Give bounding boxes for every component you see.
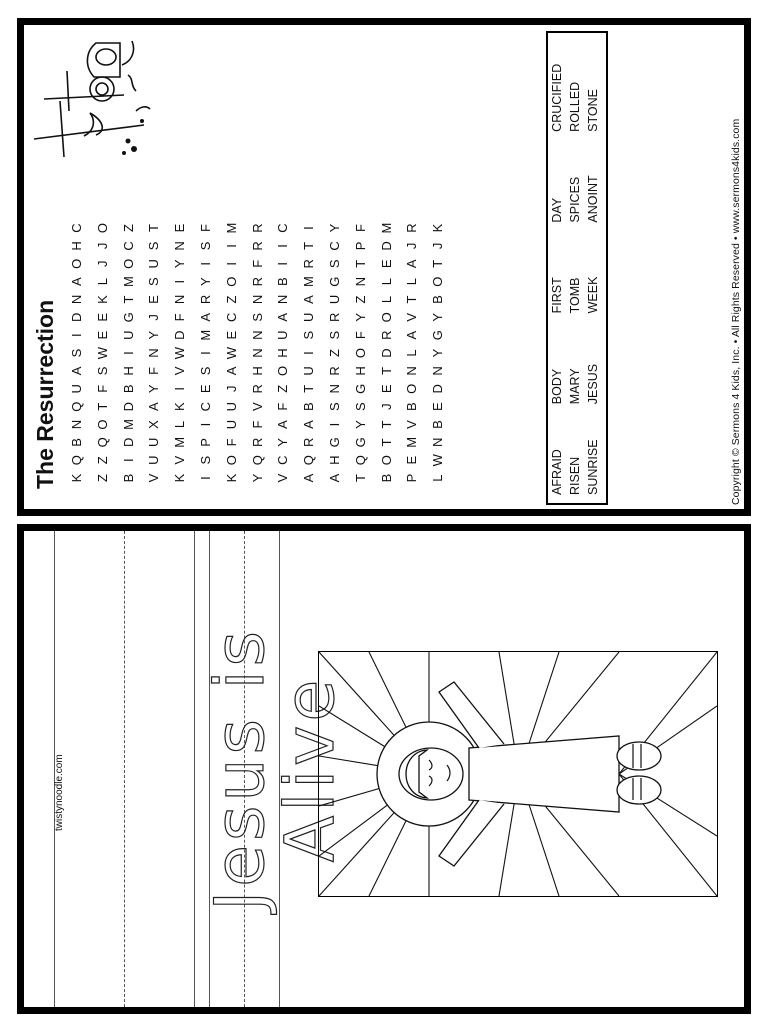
grid-letter: Z: [94, 456, 110, 465]
grid-letter: K: [172, 473, 188, 483]
grid-letter: M: [172, 436, 188, 448]
grid-letter: B: [120, 384, 136, 394]
grid-letter: E: [146, 295, 162, 304]
grid-letter: P: [352, 241, 368, 251]
grid-letter: O: [223, 276, 239, 287]
grid-letter: Y: [146, 330, 162, 340]
grid-letter: U: [146, 259, 162, 269]
grid-letter: Q: [94, 437, 110, 448]
grid-letter: L: [172, 420, 188, 429]
grid-letter: A: [69, 277, 84, 286]
grid-letter: Z: [94, 474, 110, 483]
grid-row: [245, 219, 271, 487]
grid-letter: M: [404, 436, 420, 448]
grid-letter: T: [301, 241, 317, 250]
grid-letter: U: [223, 401, 239, 412]
grid-letter: J: [223, 385, 239, 393]
grid-letter: Q: [69, 401, 84, 412]
grid-letter: N: [172, 241, 188, 251]
grid-letter: T: [378, 438, 394, 447]
grid-letter: A: [197, 313, 213, 322]
grid-letter: D: [378, 348, 394, 358]
grid-letter: I: [69, 333, 84, 338]
grid-letter: V: [404, 313, 420, 322]
grid-letter: F: [275, 402, 291, 411]
search-word: JESUS: [586, 363, 600, 405]
search-word: ROLLED: [568, 81, 582, 132]
grid-letter: S: [146, 277, 162, 286]
grid-letter: N: [430, 366, 446, 376]
grid-letter: A: [223, 366, 239, 376]
grid-letter: I: [275, 244, 291, 248]
grid-letter: D: [120, 401, 136, 412]
grid-letter: S: [197, 455, 213, 465]
grid-letter: O: [404, 383, 420, 394]
grid-letter: W: [172, 346, 188, 360]
grid-letter: N: [430, 437, 446, 448]
grid-letter: V: [146, 473, 162, 483]
risen-jesus-illustration: [319, 652, 717, 896]
grid-letter: C: [326, 241, 342, 251]
grid-row: [374, 219, 400, 487]
letter-grid: [64, 219, 451, 487]
search-word: TOMB: [568, 277, 582, 314]
grid-letter: M: [378, 222, 394, 234]
grid-letter: B: [69, 438, 84, 447]
grid-letter: Y: [352, 313, 368, 322]
grid-letter: O: [69, 258, 84, 269]
grid-letter: R: [301, 259, 317, 269]
grid-letter: B: [430, 420, 446, 429]
grid-letter: A: [301, 420, 317, 429]
grid-letter: D: [120, 437, 136, 448]
grid-letter: O: [120, 258, 136, 269]
grid-letter: N: [275, 294, 291, 305]
grid-letter: H: [352, 366, 368, 376]
search-word: BODY: [550, 368, 564, 405]
grid-letter: B: [378, 473, 394, 483]
grid-letter: S: [326, 259, 342, 269]
grid-letter: M: [223, 222, 239, 234]
grid-letter: B: [275, 277, 291, 286]
grid-letter: S: [146, 241, 162, 251]
grid-letter: I: [301, 351, 317, 355]
grid-letter: O: [223, 455, 239, 466]
grid-letter: J: [430, 242, 446, 250]
grid-letter: G: [352, 383, 368, 394]
grid-letter: S: [301, 330, 317, 340]
grid-letter: A: [275, 313, 291, 322]
cross-tomb-illustration: [24, 31, 154, 161]
grid-letter: Q: [301, 455, 317, 466]
grid-letter: F: [352, 224, 368, 233]
grid-letter: O: [94, 419, 110, 430]
grid-letter: X: [146, 420, 162, 429]
grid-letter: K: [94, 295, 110, 304]
grid-letter: N: [404, 366, 420, 376]
grid-letter: I: [172, 279, 188, 284]
grid-letter: R: [249, 384, 265, 394]
grid-letter: A: [146, 402, 162, 411]
grid-letter: T: [430, 259, 446, 268]
grid-letter: F: [172, 313, 188, 322]
grid-letter: Z: [326, 349, 342, 358]
grid-letter: S: [197, 366, 213, 376]
search-word: SUNRISE: [586, 439, 600, 495]
grid-letter: G: [352, 437, 368, 448]
word-search-content: [24, 25, 744, 509]
word-search-page: [17, 18, 751, 516]
grid-letter: U: [146, 437, 162, 448]
search-word: AFRAID: [550, 449, 564, 495]
grid-letter: S: [69, 348, 84, 358]
guide-line-dashed: [124, 531, 125, 1007]
grid-letter: E: [430, 402, 446, 411]
search-word: RISEN: [568, 456, 582, 495]
grid-letter: C: [275, 455, 291, 465]
grid-letter: V: [172, 455, 188, 465]
grid-letter: P: [404, 473, 420, 483]
grid-letter: A: [404, 259, 420, 269]
grid-letter: I: [275, 261, 291, 266]
grid-letter: J: [94, 242, 110, 250]
grid-letter: I: [197, 476, 213, 480]
grid-letter: V: [275, 473, 291, 483]
grid-letter: F: [197, 224, 213, 233]
grid-letter: U: [146, 455, 162, 465]
grid-letter: S: [197, 241, 213, 251]
grid-letter: B: [120, 473, 136, 483]
grid-letter: P: [197, 438, 213, 447]
grid-letter: R: [404, 223, 420, 233]
word-list-box: [546, 31, 608, 505]
grid-letter: O: [275, 365, 291, 376]
grid-letter: H: [275, 348, 291, 358]
grid-letter: Q: [352, 455, 368, 466]
grid-letter: V: [172, 366, 188, 376]
site-credit: twistynoodle.com: [54, 754, 65, 831]
grid-row: [322, 219, 348, 487]
search-word: STONE: [586, 88, 600, 132]
coloring-content: [24, 531, 744, 1007]
grid-letter: N: [352, 276, 368, 287]
grid-letter: Y: [197, 277, 213, 286]
grid-letter: I: [172, 386, 188, 391]
grid-letter: T: [404, 295, 420, 304]
grid-letter: S: [326, 402, 342, 411]
grid-letter: I: [197, 351, 213, 355]
grid-row: [399, 219, 425, 487]
grid-letter: Y: [352, 420, 368, 429]
grid-letter: T: [352, 259, 368, 268]
grid-letter: I: [120, 458, 136, 463]
page-title: The Resurrection: [32, 299, 58, 489]
grid-letter: L: [378, 278, 394, 286]
grid-letter: H: [120, 366, 136, 376]
search-word: WEEK: [586, 276, 600, 314]
grid-letter: N: [249, 348, 265, 358]
grid-letter: L: [404, 278, 420, 286]
grid-letter: F: [249, 259, 265, 268]
grid-letter: M: [120, 419, 136, 430]
grid-letter: Y: [430, 313, 446, 322]
grid-letter: Y: [249, 473, 265, 483]
grid-letter: A: [326, 473, 342, 483]
grid-letter: F: [352, 331, 368, 340]
grid-letter: S: [94, 366, 110, 376]
grid-letter: H: [326, 455, 342, 465]
grid-letter: W: [223, 346, 239, 360]
grid-letter: I: [197, 261, 213, 266]
guide-line: [194, 531, 195, 1007]
grid-letter: C: [197, 401, 213, 412]
grid-letter: U: [69, 384, 84, 394]
grid-letter: N: [69, 294, 84, 305]
grid-letter: A: [404, 330, 420, 340]
grid-letter: Z: [275, 384, 291, 393]
grid-letter: I: [197, 422, 213, 427]
search-word: FIRST: [550, 277, 564, 314]
grid-letter: I: [223, 261, 239, 266]
grid-letter: B: [430, 295, 446, 304]
grid-letter: S: [249, 313, 265, 322]
grid-letter: F: [94, 384, 110, 393]
grid-letter: R: [301, 437, 317, 448]
grid-letter: J: [404, 242, 420, 250]
grid-letter: M: [120, 276, 136, 288]
tracing-text: Jesus is Alive: [201, 627, 350, 911]
grid-letter: E: [172, 223, 188, 233]
grid-letter: R: [197, 294, 213, 305]
grid-letter: I: [326, 422, 342, 427]
grid-letter: Y: [326, 223, 342, 233]
grid-letter: K: [430, 223, 446, 233]
grid-letter: G: [430, 330, 446, 341]
grid-letter: Q: [249, 455, 265, 466]
grid-letter: L: [430, 474, 446, 482]
grid-letter: W: [430, 454, 446, 467]
grid-letter: R: [249, 223, 265, 233]
grid-letter: C: [275, 223, 291, 233]
grid-letter: N: [146, 348, 162, 358]
grid-letter: H: [249, 366, 265, 376]
grid-letter: U: [301, 366, 317, 376]
grid-letter: C: [69, 223, 84, 233]
grid-letter: G: [326, 276, 342, 287]
grid-letter: N: [249, 294, 265, 305]
search-word: MARY: [568, 368, 582, 405]
grid-letter: Z: [223, 295, 239, 304]
grid-letter: Y: [146, 384, 162, 394]
grid-letter: E: [223, 330, 239, 340]
grid-letter: T: [352, 474, 368, 483]
grid-letter: U: [275, 330, 291, 340]
grid-letter: K: [69, 473, 84, 483]
tracing-area: [24, 531, 350, 1007]
grid-letter: T: [378, 366, 394, 375]
grid-letter: V: [249, 402, 265, 411]
grid-letter: M: [197, 329, 213, 341]
grid-letter: A: [301, 473, 317, 483]
grid-letter: R: [249, 276, 265, 287]
grid-letter: C: [120, 241, 136, 251]
grid-letter: O: [430, 276, 446, 287]
grid-letter: I: [120, 351, 136, 355]
grid-letter: B: [301, 402, 317, 411]
grid-letter: O: [378, 455, 394, 466]
grid-row: [219, 219, 245, 487]
grid-letter: D: [430, 384, 446, 394]
grid-letter: S: [352, 402, 368, 411]
grid-letter: A: [69, 366, 84, 376]
grid-letter: T: [94, 402, 110, 411]
grid-letter: M: [301, 276, 317, 288]
grid-row: [64, 219, 90, 487]
search-word: CRUCIFIED: [550, 63, 564, 132]
grid-letter: L: [378, 295, 394, 304]
grid-letter: D: [172, 330, 188, 340]
grid-letter: R: [378, 330, 394, 340]
grid-letter: J: [94, 260, 110, 268]
grid-letter: U: [223, 419, 239, 430]
grid-letter: I: [223, 244, 239, 248]
grid-letter: F: [249, 420, 265, 429]
grid-letter: N: [69, 419, 84, 430]
grid-letter: T: [378, 420, 394, 429]
grid-letter: F: [223, 438, 239, 447]
grid-letter: T: [146, 224, 162, 233]
grid-letter: H: [69, 241, 84, 251]
grid-letter: R: [326, 366, 342, 376]
grid-letter: N: [326, 384, 342, 394]
grid-letter: L: [94, 278, 110, 286]
grid-letter: O: [378, 312, 394, 323]
grid-letter: Y: [430, 348, 446, 358]
grid-letter: F: [146, 366, 162, 375]
grid-letter: D: [378, 241, 394, 251]
copyright-text: Copyright © Sermons 4 Kids, Inc. • All Rights Reserved • www.sermons4kids.com: [730, 118, 742, 505]
grid-row: [348, 219, 374, 487]
grid-letter: V: [404, 420, 420, 429]
grid-letter: S: [326, 330, 342, 340]
grid-row: [296, 219, 322, 487]
grid-letter: N: [172, 294, 188, 305]
grid-letter: C: [223, 312, 239, 323]
grid-letter: T: [301, 384, 317, 393]
grid-letter: Q: [69, 455, 84, 466]
grid-letter: I: [301, 226, 317, 230]
grid-row: [90, 219, 116, 487]
jesus-coloring-picture: [318, 651, 718, 897]
grid-letter: B: [404, 402, 420, 411]
grid-letter: E: [378, 384, 394, 394]
grid-letter: G: [326, 437, 342, 448]
grid-letter: U: [120, 330, 136, 340]
search-word: SPICES: [568, 176, 582, 223]
grid-letter: J: [378, 403, 394, 410]
grid-letter: O: [94, 222, 110, 234]
grid-letter: O: [352, 348, 368, 359]
grid-row: [141, 219, 167, 487]
grid-letter: J: [146, 314, 162, 321]
grid-letter: R: [249, 241, 265, 251]
grid-letter: E: [94, 330, 110, 340]
grid-letter: Y: [172, 259, 188, 269]
grid-letter: R: [249, 437, 265, 448]
grid-letter: N: [249, 330, 265, 340]
grid-row: [270, 219, 296, 487]
grid-row: [167, 219, 193, 487]
grid-letter: E: [197, 384, 213, 394]
search-word: DAY: [550, 197, 564, 223]
grid-letter: T: [120, 295, 136, 304]
grid-row: [116, 219, 142, 487]
grid-row: [193, 219, 219, 487]
grid-letter: A: [275, 420, 291, 429]
grid-letter: Z: [352, 295, 368, 304]
grid-letter: G: [120, 312, 136, 323]
grid-letter: R: [326, 312, 342, 323]
grid-letter: E: [404, 455, 420, 465]
grid-letter: Z: [120, 224, 136, 233]
grid-row: [425, 219, 451, 487]
grid-letter: L: [404, 349, 420, 357]
grid-letter: A: [301, 295, 317, 304]
grid-letter: D: [69, 312, 84, 323]
grid-letter: Y: [275, 438, 291, 447]
grid-letter: U: [326, 294, 342, 305]
grid-letter: K: [223, 473, 239, 483]
grid-letter: E: [94, 313, 110, 322]
grid-letter: U: [301, 312, 317, 323]
grid-letter: E: [378, 259, 394, 269]
grid-letter: W: [94, 346, 110, 360]
grid-letter: K: [172, 402, 188, 411]
coloring-page: [17, 524, 751, 1014]
search-word: ANOINT: [586, 175, 600, 223]
